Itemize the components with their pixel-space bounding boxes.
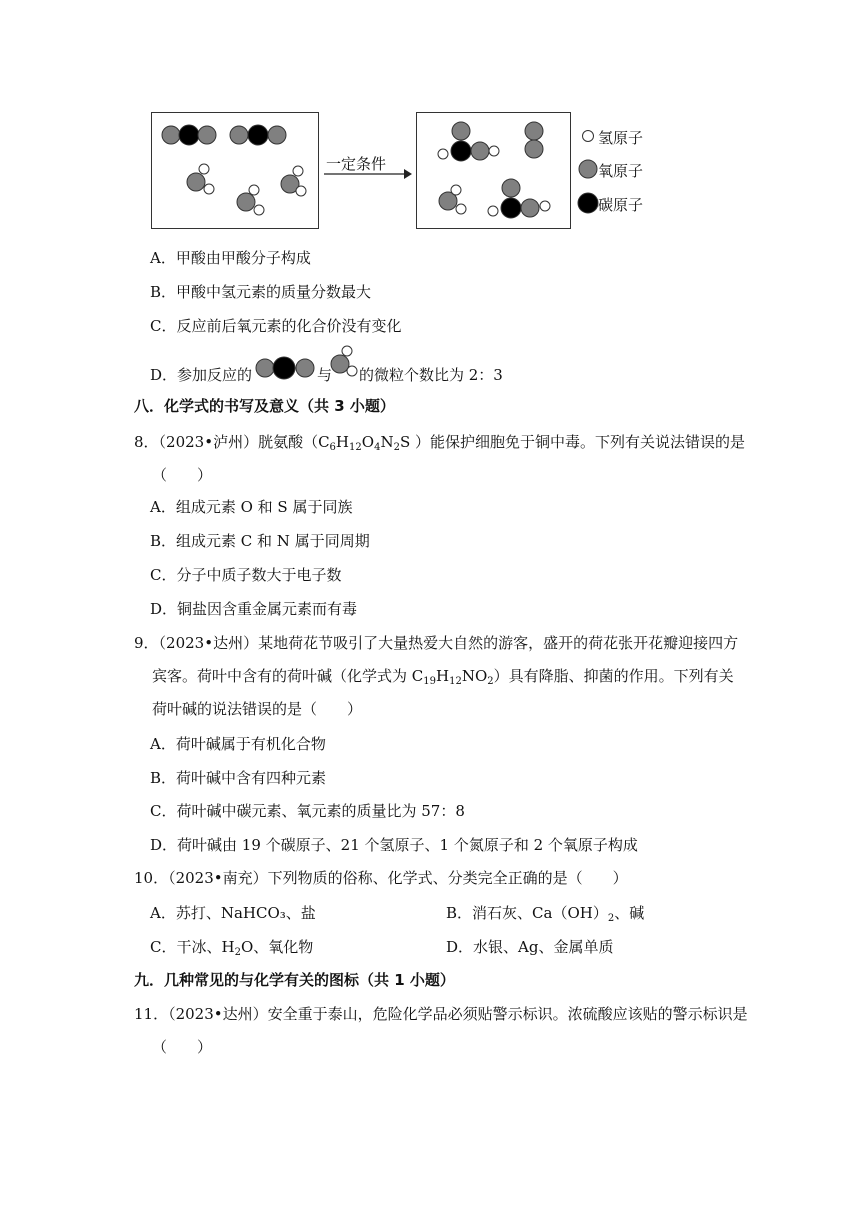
q11-stem: 11．（2023•达州）安全重于泰山，危险化学品必须贴警示标识。浓硫酸应该贴的警示标识是 xyxy=(134,1005,748,1023)
reactant-molecules xyxy=(152,113,318,228)
q8-option-a: A．组成元素 O 和 S 属于同族 xyxy=(150,498,353,516)
product-molecules xyxy=(417,113,570,228)
q7-option-d-prefix: D．参加反应的 xyxy=(150,366,253,384)
q8-stem: 8．（2023•泸州）胱氨酸（$C_6H_{12}O_4N_2S$ ）能保护细胞免于铜中毒。下列有关说法错误的是 xyxy=(134,433,746,453)
formic-acid-molecule xyxy=(488,179,550,218)
h2o-molecule-icon xyxy=(330,344,360,380)
co2-molecule xyxy=(162,125,216,145)
products-box xyxy=(416,112,571,229)
arrow-label: 一定条件 xyxy=(326,155,387,173)
legend-hydrogen: 氢原子 xyxy=(598,129,644,147)
q9-option-c: C．荷叶碱中碳元素、氧元素的质量比为 57：8 xyxy=(150,802,465,820)
q9-stem-line1: 9．（2023•达州）某地荷花节吸引了大量热爱大自然的游客，盛开的荷花张开花瓣迎接四方 xyxy=(134,634,739,652)
section-9-title: 九．几种常见的与化学有关的图标（共 1 小题） xyxy=(134,971,455,989)
q10-option-b: B．消石灰、$Ca(OH)_2$、碱 xyxy=(446,904,645,924)
q11-answer-paren: （ ） xyxy=(152,1038,213,1056)
q8-answer-paren: （ ） xyxy=(152,466,213,484)
q7-option-b: B．甲酸中氢元素的质量分数最大 xyxy=(150,283,372,301)
q9-option-d: D．荷叶碱由 19 个碳原子、21 个氢原子、1 个氮原子和 2 个氧原子构成 xyxy=(150,836,638,854)
h2o-molecule xyxy=(281,166,306,196)
q8-option-d: D．铜盐因含重金属元素而有毒 xyxy=(150,600,358,618)
co2-molecule xyxy=(230,125,286,145)
hydrogen-legend-icon xyxy=(581,129,595,143)
q7-option-d-mid: 与 xyxy=(317,366,333,384)
carbon-legend-icon xyxy=(577,192,599,214)
q9-option-b: B．荷叶碱中含有四种元素 xyxy=(150,769,327,787)
q7-option-d xyxy=(150,364,252,385)
o2-molecule xyxy=(525,122,543,158)
formic-acid-molecule xyxy=(438,122,499,161)
q9-stem-line3: 荷叶碱的说法错误的是（ ） xyxy=(152,700,363,718)
section-8-title: 八．化学式的书写及意义（共 3 小题） xyxy=(134,397,395,415)
q10-option-d: D．水银、Ag、金属单质 xyxy=(446,938,614,956)
q9-option-a: A．荷叶碱属于有机化合物 xyxy=(150,735,326,753)
h2o-molecule xyxy=(439,185,466,214)
co2-molecule-icon xyxy=(254,355,318,381)
q10-stem: 10．（2023•南充）下列物质的俗称、化学式、分类完全正确的是（ ） xyxy=(134,869,628,887)
q9-stem-line2: 宾客。荷叶中含有的荷叶碱（化学式为 $C_{19}H_{12}NO_2$）具有降脂、抑菌的作用。下列有关 xyxy=(152,667,734,687)
h2o-molecule xyxy=(237,185,264,215)
oxygen-legend-icon xyxy=(578,159,598,179)
legend-carbon: 碳原子 xyxy=(598,196,644,214)
q8-option-c: C．分子中质子数大于电子数 xyxy=(150,566,342,584)
q10-option-c: C．干冰、$H_2O$、氧化物 xyxy=(150,938,314,958)
q7-option-d-suffix: 的微粒个数比为 2：3 xyxy=(359,366,503,384)
q10-option-a: A．苏打、NaHCO₃、盐 xyxy=(150,904,316,922)
h2o-molecule xyxy=(187,164,214,194)
reactants-box xyxy=(151,112,319,229)
q8-option-b: B．组成元素 C 和 N 属于同周期 xyxy=(150,532,370,550)
q7-option-a: A．甲酸由甲酸分子构成 xyxy=(150,249,311,267)
arrow-icon xyxy=(324,168,414,180)
q7-option-c: C．反应前后氧元素的化合价没有变化 xyxy=(150,317,402,335)
legend-oxygen: 氧原子 xyxy=(598,162,644,180)
